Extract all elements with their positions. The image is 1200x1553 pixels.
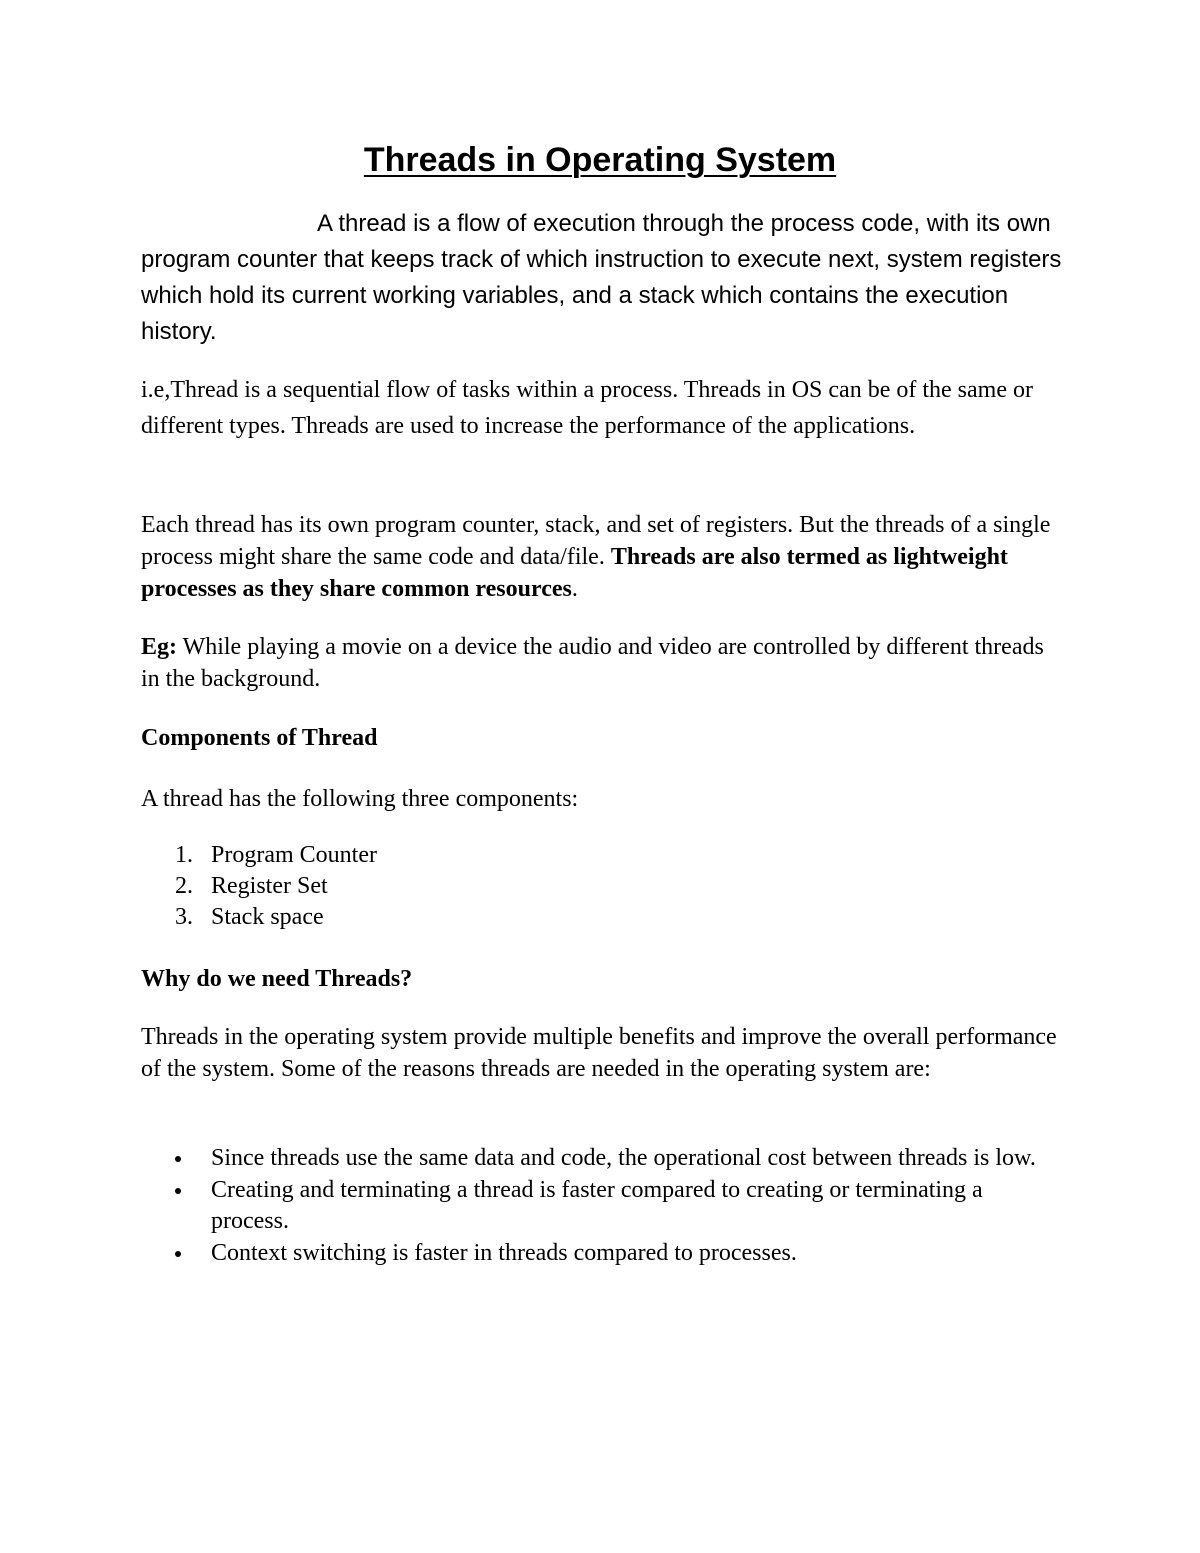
each-thread-text: Each thread has its own program counter, stack, and set of registers. But the threads of a single process might share the same code and data/file. bbox=[141, 512, 1051, 570]
list-number: 3. bbox=[175, 904, 193, 930]
list-item-label: Stack space bbox=[211, 904, 324, 930]
reasons-list bbox=[141, 1143, 1051, 1270]
list-item-text: Context switching is faster in threads compared to processes. bbox=[211, 1240, 797, 1266]
why-heading: Why do we need Threads? bbox=[141, 966, 413, 992]
bullet-icon bbox=[175, 1188, 181, 1194]
list-item bbox=[141, 1238, 1051, 1269]
list-item-text: Creating and terminating a thread is faster compared to creating or terminating a process. bbox=[211, 1177, 983, 1234]
list-item-label: Register Set bbox=[211, 873, 328, 899]
lightweight-emphasis: Threads are also termed as lightweight processes as they share common resources bbox=[141, 544, 1008, 602]
example-label: Eg: bbox=[141, 634, 177, 660]
example-text: While playing a movie on a device the audio and video are controlled by different threads in the background. bbox=[141, 634, 1044, 692]
components-intro: A thread has the following three components: bbox=[141, 786, 579, 812]
ie-paragraph: i.e,Thread is a sequential flow of tasks within a process. Threads in OS can be of the same or different types. Threads are used to increase the performance of the applications. bbox=[141, 377, 1033, 439]
list-number: 1. bbox=[175, 842, 193, 868]
list-item bbox=[141, 840, 377, 871]
bullet-icon bbox=[175, 1251, 181, 1257]
page-title: Threads in Operating System bbox=[363, 141, 837, 179]
bullet-icon bbox=[175, 1156, 181, 1162]
list-item bbox=[141, 871, 377, 902]
components-heading: Components of Thread bbox=[141, 725, 378, 751]
example-paragraph bbox=[141, 631, 1066, 695]
components-list bbox=[141, 840, 377, 933]
list-number: 2. bbox=[175, 873, 193, 899]
list-item bbox=[141, 1143, 1051, 1174]
each-thread-paragraph bbox=[141, 509, 1066, 605]
list-item-label: Program Counter bbox=[211, 842, 377, 868]
list-item bbox=[141, 1175, 1051, 1237]
intro-paragraph: A thread is a flow of execution through the process code, with its own program counter that keeps track of which instruction to execute next, system registers which hold its current working variables, and a stack which contains the execution history. bbox=[141, 210, 1062, 345]
list-item bbox=[141, 902, 377, 933]
list-item-text: Since threads use the same data and code, the operational cost between threads is low. bbox=[211, 1145, 1036, 1171]
each-thread-end: . bbox=[571, 576, 578, 602]
why-paragraph: Threads in the operating system provide multiple benefits and improve the overall performance of the system. Some of the reasons threads are needed in the operating system are: bbox=[141, 1024, 1057, 1082]
